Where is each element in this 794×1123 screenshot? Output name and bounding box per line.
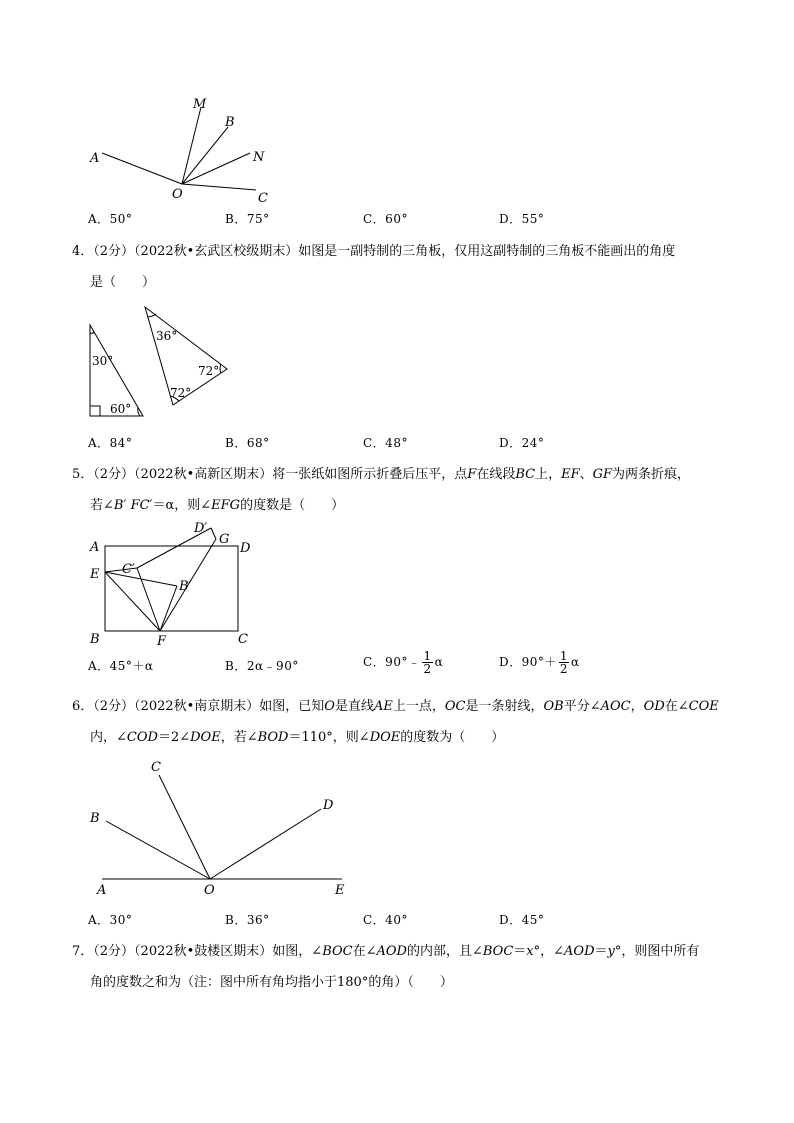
ray-OC xyxy=(182,184,256,190)
q5-option-d[interactable]: D．90°＋ $\frac{1}{2}$ α xyxy=(499,649,580,676)
q3-option-b[interactable]: B．75° xyxy=(225,212,270,226)
label-B: B xyxy=(90,811,100,826)
q6-option-b[interactable]: B．36° xyxy=(225,913,270,927)
label-B: B xyxy=(90,632,100,647)
q3-option-d[interactable]: D．55° xyxy=(499,212,545,226)
q6-option-c[interactable]: C．40° xyxy=(363,913,408,927)
q4-option-d[interactable]: D．24° xyxy=(499,436,545,450)
ray-OA xyxy=(102,153,182,184)
label-F: F xyxy=(157,634,167,649)
q3-option-c[interactable]: C．60° xyxy=(363,212,408,226)
segment-DpG xyxy=(211,528,216,539)
segment-FCp xyxy=(137,568,160,631)
q5-option-c[interactable]: C．90°﹣ $\frac{1}{2}$ α xyxy=(363,649,444,676)
ray-OB xyxy=(106,821,210,879)
q5-stem-line1: 5．（2分）（2022秋•高新区期末）将一张纸如图所示折叠后压平，点F在线段BC上，EF、GF为两条折痕， xyxy=(72,467,691,482)
label-60: 60° xyxy=(110,402,132,416)
label-Bp: B′ xyxy=(179,579,192,594)
q6-line-ray-figure xyxy=(80,755,360,900)
label-A: A xyxy=(90,540,100,555)
q6-stem xyxy=(72,691,732,753)
q6-option-a[interactable]: A．30° xyxy=(88,913,133,927)
q4-stem-line2: 是（ ） xyxy=(90,275,156,290)
label-C: C xyxy=(238,632,248,647)
q4-triangle-set-figure xyxy=(80,300,250,420)
q4-option-c[interactable]: C．48° xyxy=(363,436,408,450)
label-A: A xyxy=(90,151,100,166)
arc-30 xyxy=(90,332,94,333)
q7-stem-line2: 角的度数之和为（注：图中所有角均指小于180°的角）（ ） xyxy=(90,975,453,990)
label-72-bottom: 72° xyxy=(170,386,192,400)
q3-option-a[interactable]: A．50° xyxy=(88,212,133,226)
label-O: O xyxy=(204,883,215,898)
label-72-right: 72° xyxy=(198,364,220,378)
q5-option-a[interactable]: A．45°＋α xyxy=(88,659,154,673)
label-N: N xyxy=(253,150,265,165)
label-C: C xyxy=(258,191,268,205)
q4-option-a[interactable]: A．84° xyxy=(88,436,133,450)
label-B: B xyxy=(225,115,235,130)
q4-option-b[interactable]: B．68° xyxy=(225,436,270,450)
ray-ON xyxy=(182,153,250,184)
label-Cp: C′ xyxy=(122,562,135,577)
label-36: 36° xyxy=(156,329,178,343)
label-O: O xyxy=(172,187,183,202)
fraction-one-half: $\frac{1}{2}$ xyxy=(423,649,432,676)
q6-option-d[interactable]: D．45° xyxy=(499,913,545,927)
label-C: C xyxy=(151,760,161,775)
q7-stem xyxy=(72,936,732,998)
q6-stem-line2: 内，∠COD＝2∠DOE，若∠BOD＝110°，则∠DOE的度数为（ ） xyxy=(90,730,505,745)
rectangle-ABCD xyxy=(105,546,238,631)
label-E: E xyxy=(90,567,100,582)
label-D: D xyxy=(323,798,334,813)
q3-angle-figure xyxy=(80,90,290,205)
q5-option-b[interactable]: B．2α﹣90° xyxy=(225,659,299,673)
right-angle-mark xyxy=(90,406,100,416)
q5-folded-paper-figure xyxy=(80,515,270,650)
ray-OC xyxy=(159,775,210,879)
q6-stem-line1: 6．（2分）（2022秋•南京期末）如图，已知O是直线AE上一点，OC是一条射线，OB平分∠AOC，OD在∠COE xyxy=(72,699,719,714)
q5-stem xyxy=(72,459,732,521)
arc-72-right xyxy=(220,364,221,373)
label-Dp: D′ xyxy=(194,521,208,536)
label-G: G xyxy=(219,532,230,547)
segment-FBp xyxy=(160,586,177,631)
label-A: A xyxy=(97,883,107,898)
label-M: M xyxy=(193,97,207,112)
q7-stem-line1: 7．（2分）（2022秋•鼓楼区期末）如图，∠BOC在∠AOD的内部，且∠BOC＝x°，∠AOD＝y°，则图中所有 xyxy=(72,944,700,959)
label-D: D xyxy=(240,541,251,556)
arc-36 xyxy=(148,314,156,317)
q4-stem xyxy=(72,236,732,298)
fraction-one-half: $\frac{1}{2}$ xyxy=(559,649,569,676)
ray-OD xyxy=(210,809,321,879)
q5-stem-line2: 若∠B′ FC′＝α，则∠EFG的度数是（ ） xyxy=(90,498,345,513)
label-30: 30° xyxy=(92,354,114,368)
q4-stem-line1: 4．（2分）（2022秋•玄武区校级期末）如图是一副特制的三角板，仅用这副特制的三角板不能画出的角度 xyxy=(72,244,676,259)
label-E: E xyxy=(335,883,345,898)
